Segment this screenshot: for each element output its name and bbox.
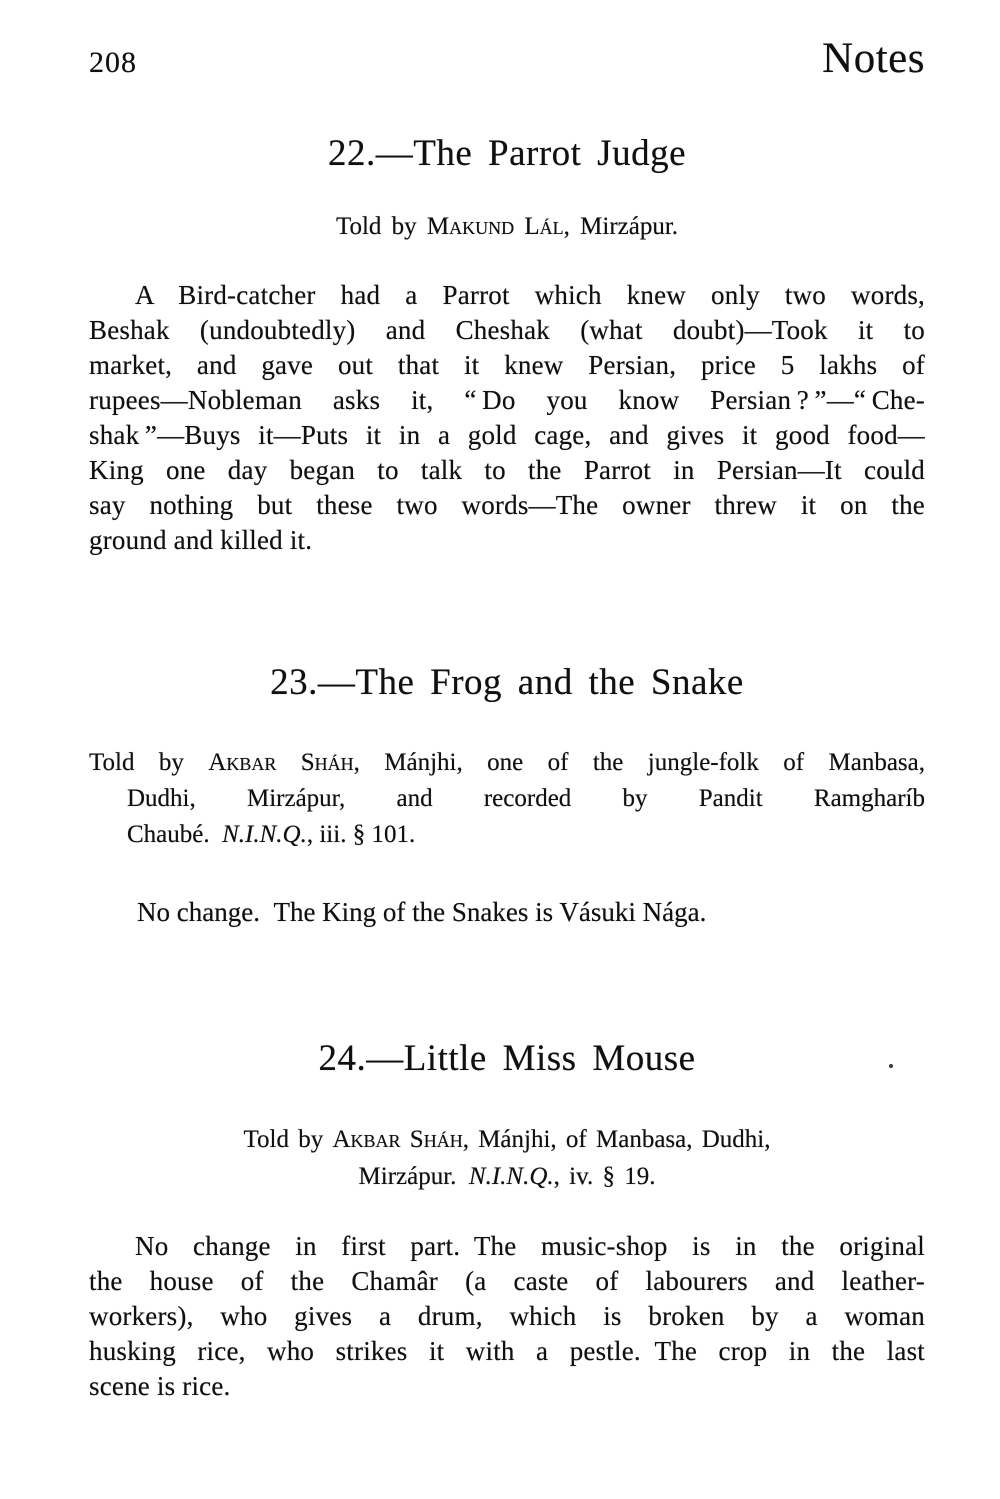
byline-line: Told by Akbar Sháh, Mánjhi, of Manbasa, Dudhi,: [243, 1126, 771, 1153]
body-line: say nothing but these two words—The owner threw it on the: [89, 490, 925, 520]
section-24-heading-text: 24.—Little Miss Mouse: [318, 1038, 696, 1079]
body-line: King one day began to talk to the Parrot in Persian—It could: [89, 455, 925, 485]
page-header: [89, 34, 925, 83]
body-line: No change in first part. The music-shop is in the original: [135, 1231, 925, 1261]
byline-line: Mirzápur. N.I.N.Q., iv. § 19.: [358, 1163, 656, 1190]
running-header: Notes: [822, 35, 925, 82]
section-24-body: [89, 1229, 925, 1404]
ink-speck: [889, 1064, 893, 1068]
byline-line: Told by Akbar Sháh, Mánjhi, one of the jungle-folk of Manbasa,: [89, 749, 925, 776]
body-line: shak ”—Buys it—Puts it in a gold cage, and gives it good food—: [89, 420, 925, 450]
body-line: ground and killed it.: [89, 525, 313, 555]
section-24-heading: [89, 1040, 925, 1077]
body-line: market, and gave out that it knew Persian, price 5 lakhs of: [89, 350, 925, 380]
page-number: 208: [89, 46, 137, 79]
section-22-heading: 22.—The Parrot Judge: [327, 133, 687, 174]
section-22-byline: Told by Makund Lál, Mirzápur.: [335, 213, 679, 240]
body-line: rupees—Nobleman asks it, “ Do you know Persian ? ”—“ Che-: [89, 385, 925, 415]
body-line: A Bird-catcher had a Parrot which knew only two words,: [135, 280, 925, 310]
section-22-body: [89, 278, 925, 558]
body-line: Beshak (undoubtedly) and Cheshak (what doubt)—Took it to: [89, 315, 925, 345]
section-24-byline: [89, 1121, 925, 1195]
body-line: workers), who gives a drum, which is broken by a woman: [89, 1301, 925, 1331]
byline-line: Dudhi, Mirzápur, and recorded by Pandit Ramgharíb: [127, 785, 925, 812]
body-line: the house of the Chamâr (a caste of labourers and leather-: [89, 1266, 925, 1296]
section-23-heading: 23.—The Frog and the Snake: [270, 662, 744, 703]
section-23-byline: [89, 745, 925, 853]
body-line: husking rice, who strikes it with a pestle. The crop in the last: [89, 1336, 925, 1366]
section-23-note: No change. The King of the Snakes is Vásuki Nága.: [137, 897, 707, 927]
body-line: scene is rice.: [89, 1371, 231, 1401]
byline-line: Chaubé. N.I.N.Q., iii. § 101.: [127, 821, 416, 848]
